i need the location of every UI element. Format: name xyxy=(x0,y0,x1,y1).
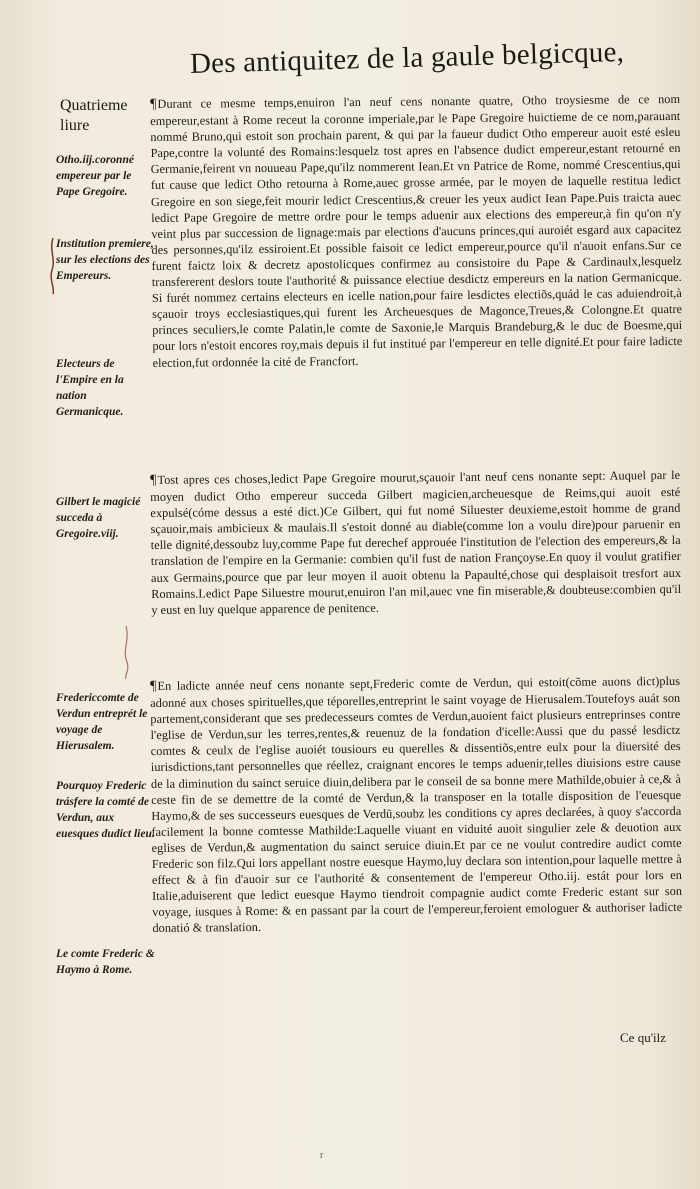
margin-note: Gilbert le magicié succeda à Gregoire.viij. xyxy=(56,496,141,540)
running-head: Des antiquitez de la gaule belgicque, xyxy=(189,35,625,80)
paragraph-text: Tost apres ces choses,ledict Pape Gregoire mourut,sçauoir l'ant neuf cens nonante sept: Auquel par le moyen dudict Otho empereur succeda Gilbert magicien,archeuesque de Reims,qui auoit esté expulsé(cóme dessus a esté dict.)Ce Gilbert, qui fut nomé Siluester deuxieme,estoit homme de grand sçauoir,mais ambicieux & maulais.Il s'estoit donné au diable(comme lon a voulu dire)pour paruenir en telle dignité,dessoubz luy,comme Pape fut derechef approuée l'institution de l'election des empereurs,& la translation de l'empire en la Germanie: combien qu'il fust de nation Françoyse.En quoy il voulut gratifier aux Germains,pource que par leur moyen il auoit obtenu la Papaulté,chose qui desplaisoit tresfort aux Romains.Ledict Pape Siluestre mourut,enuiron l'an mil,auec vne fin miserable,& doubteuse:combien qu'il y eust en luy quelque apparence de penitence. xyxy=(150,467,682,617)
book-section-label: Quatrieme liure xyxy=(60,97,128,134)
margin-note: Electeurs de l'Empire en la nation Germanicque. xyxy=(56,358,124,418)
margin-note: Pourquoy Frederic trásfere la comté de Verdun, aux euesques dudict lieu. xyxy=(56,780,155,840)
margin-note: Le comte Frederic & Haymo à Rome. xyxy=(56,948,155,976)
manuscript-ink-mark xyxy=(118,624,134,680)
paragraph xyxy=(150,673,682,937)
footer-mark: r xyxy=(320,1150,324,1161)
pilcrow-icon: ¶ xyxy=(150,678,157,694)
pilcrow-icon: ¶ xyxy=(150,96,157,112)
paragraph-text: En ladicte année neuf cens nonante sept,Frederic comte de Verdun, qui estoit(cõme auons dict)plus adonné aux choses spirituelles,que téporelles,entreprint le saint voyage de Hierusalem.Toutefoys auát son partement,considerant que ses predecesseurs comtes de Verdun,auoient faict plusieurs entreprinses contre l'eglise de Verdun,sur les terres,rentes,& reuenuz de la fondation d'icelle:Aussi que du passé lesdictz comtes & ceulx de l'eglise auoiét tousiours eu querelles & dissentiõs,entre eulx pour la diuersité des iurisdictions,tant personnelles que réellez, craignant encores le temps aduenir,telles diuisions estre cause de la diminution du sainct seruice diuin,delibera par le conseil de sa bonne mere Mathilde,obuier à ce,& à ceste fin de se demettre de la comté de Verdun,& la transposer en la totalle disposition de l'euesque Haymo,& de ses successeurs euesques de Verdũ,soubz les conditions cy apres declarées, à quoy s'accorda facilement la bonne comtesse Mathilde:Laquelle viuant en viduité auoit singulier zele & deuotion aux eglises de Verdun,& augmentation du sainct seruice diuin.Et par ce ne voulut contredire audict comte Frederic son filz.Qui lors appellant nostre euesque Haymo,luy declara son intention,pour laquelle mettre à effect & à fin d'auoir sur ce l'authorité & consentement de l'empereur Otho.iij. estát pour lors en Italie,aduiserent que ledict euesque Haymo tiendroit compagnie audict comte Frederic estant sur son voyage, iusques à Rome: & en passant par la court de l'empereur,feroient emologuer & authoriser ladicte donatió & translation. xyxy=(150,673,683,936)
margin-note: Institution premiere, sur les elections des Empereurs. xyxy=(56,238,154,282)
catchword: Ce qu'ilz xyxy=(620,1030,667,1045)
paragraph xyxy=(150,467,681,618)
manuscript-ink-mark xyxy=(46,236,60,296)
margin-note: Otho.iij.coronné empereur par le Pape Gregoire. xyxy=(56,154,134,198)
paragraph-text: Durant ce mesme temps,enuiron l'an neuf cens nonante quatre, Otho troysiesme de ce nom empereur,estant à Rome receut la coronne imperiale,par le Pape Gregoire huictieme de ce nom,parauant nommé Bruno,qui estoit son prochain parent, & qui par la faueur dudict Otho empereur auoit esté esleu Pape,contre la volunté des Romains:lesquelz tost apres en l'absence dudict empereur,estant retourné en Germanie,feirent vn nouueau Pape,qu'ilz nommerent Iean.Et vn Patrice de Rome, nommé Crescentius,qui fut cause que ledict Otho retourna à Rome,auec grosse armée, par le moyen de laquelle restitua ledict Gregoire en son siege,feit mourir ledict Crescentius,& creuer les yeux audict Iean Pape.Puis traicta auec ledict Pape Gregoire de mettre ordre pour le temps aduenir aux elections des empereur,à fin qu'on n'y veint plus par succession de lignage:mais par elections d'aucuns princes,qui auroiét esgard aux capacitez des personnes,qu'ilz essiroient.Et possible faisoit ce ledict empereur,pource qu'il n'auoit enfans.Sur ce furent faictz loix & decretz apostolicques confirmez au consistoire du Pape & Cardinaulx,lesquelz transfererent deslors toute l'authorité & puissance electiue desdictz empereurs en la nation Germanicque. Si furét nommez certains electeurs en icelle nation,pour faire lesdictes electiõs,quád le cas aduiendroit,à sçauoir troys ecclesiastiques,qui furent les Archeuesques de Magonce,Treues,& Colongne.Et quatre princes seculiers,le comte Palatin,le comte de Saxonie,le Marquis Brandeburg,& le duc de Boesme,qui pour lors n'estoit encores roy,mais depuis il fut institué par l'empereur en telle dignité.Et pour faire ladicte election,fut ordonnée la cité de Francfort. xyxy=(150,91,683,370)
pilcrow-icon: ¶ xyxy=(150,472,157,488)
margin-note: Fredericcomte de Verdun entreprét le voyage de Hierusalem. xyxy=(56,692,148,752)
paragraph xyxy=(150,91,683,371)
